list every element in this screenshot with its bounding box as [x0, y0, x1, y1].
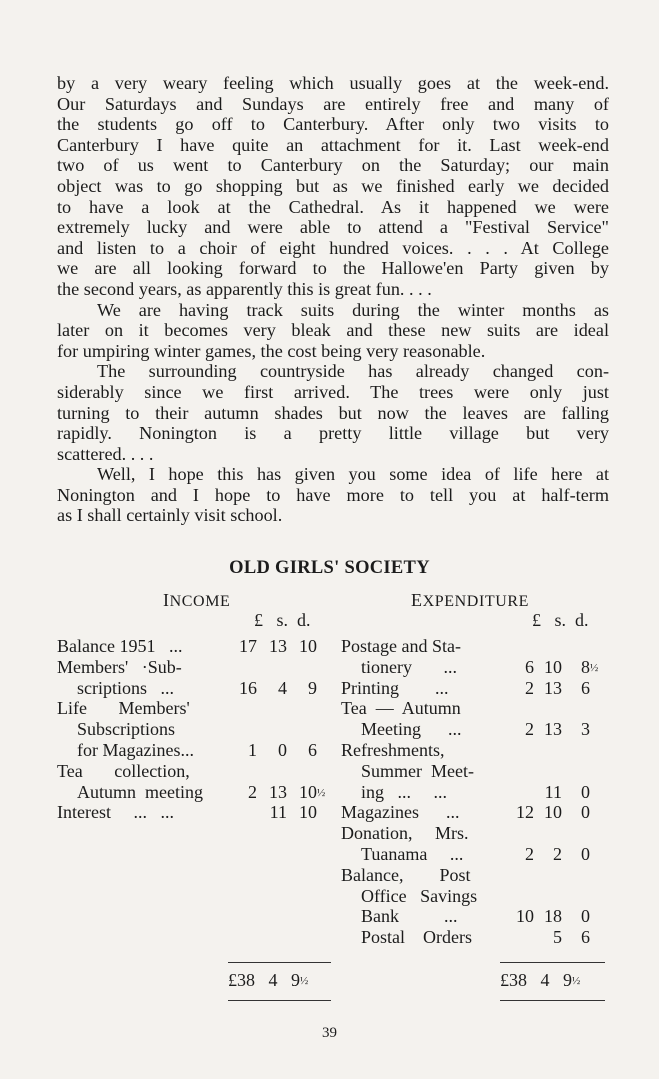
ledger-label: Autumn meeting — [77, 781, 203, 802]
text-line: We are having track suits during the winter months as — [97, 299, 609, 320]
ledger-amount — [512, 865, 598, 886]
ledger-row — [57, 719, 325, 740]
section-heading: OLD GIRLS' SOCIETY — [229, 558, 430, 578]
expenditure-money-heading: £ s. d. — [532, 610, 589, 630]
ledger-label: Summer Meet- — [361, 760, 474, 781]
ledger-amount — [512, 761, 598, 782]
ledger-row — [341, 636, 598, 657]
ledger-label: Tea collection, — [57, 760, 190, 781]
amount-pence: 6 — [308, 739, 317, 760]
ledger-label: Tea — Autumn — [341, 698, 461, 719]
text-line: turning to their autumn shades but now the leaves are falling — [57, 402, 609, 423]
text-line: object was to go shopping but as we finished early we decided — [57, 175, 609, 196]
amount-shillings: 10 — [544, 802, 562, 823]
ledger-amount — [233, 802, 325, 823]
ledger-amount — [512, 740, 598, 761]
ledger-amount — [512, 636, 598, 657]
amount-shillings: 13 — [544, 677, 562, 698]
text-line: Canterbury I have quite an attachment for it. Last week-end — [57, 134, 609, 155]
amount-pence: 10 — [299, 802, 317, 823]
ledger-label: Meeting ... — [361, 719, 462, 740]
ledger-label: tionery ... — [361, 656, 457, 677]
amount-pence: 10 — [299, 781, 317, 802]
text-line: for umpiring winter games, the cost being very reasonable. — [57, 340, 486, 361]
expenditure-total-rule-top — [500, 962, 605, 963]
ledger-amount — [233, 636, 325, 657]
amount-shillings: 13 — [269, 781, 287, 802]
ledger-label: scriptions ... — [77, 677, 174, 698]
amount-pence: 9 — [308, 677, 317, 698]
ledger-row — [57, 802, 325, 823]
amount-pounds: 2 — [525, 719, 534, 740]
income-total-rule-top — [228, 962, 331, 963]
ledger-amount — [233, 698, 325, 719]
amount-pence: 3 — [581, 719, 590, 740]
income-money-heading: £ s. d. — [254, 610, 311, 630]
amount-fraction: ½ — [317, 786, 326, 799]
ledger-label: Printing ... — [341, 677, 449, 698]
amount-pounds: 2 — [525, 677, 534, 698]
ledger-label: Bank ... — [361, 906, 458, 927]
ledger-label: Postal Orders — [361, 927, 472, 948]
ledger-amount — [512, 823, 598, 844]
text-line: Well, I hope this has given you some idea of life here at — [97, 464, 609, 485]
text-line: the students go off to Canterbury. After only two visits to — [57, 114, 609, 135]
amount-pounds: 16 — [239, 677, 257, 698]
amount-shillings: 11 — [269, 802, 287, 823]
ledger-label: Subscriptions — [77, 719, 176, 740]
ledger-amount — [512, 802, 598, 823]
ledger-label: for Magazines... — [77, 739, 194, 760]
amount-pounds: 1 — [248, 739, 257, 760]
ledger-label: Magazines ... — [341, 802, 460, 823]
ledger-label: Donation, Mrs. — [341, 823, 469, 844]
amount-pounds: 6 — [525, 656, 534, 677]
text-line: and listen to a choir of eight hundred voices. . . . At College — [57, 237, 609, 258]
amount-pounds: 12 — [516, 802, 534, 823]
amount-shillings: 13 — [269, 636, 287, 656]
amount-shillings: 0 — [278, 739, 287, 760]
ledger-label: ing ... ... — [361, 781, 448, 802]
text-line: the second years, as apparently this is great fun. . . . — [57, 278, 432, 299]
ledger-amount — [512, 927, 598, 948]
ledger-row — [341, 844, 598, 865]
text-line: extremely lucky and were able to attend a "Festival Service" — [57, 217, 609, 238]
text-line: we are all looking forward to the Hallowe'en Party given by — [57, 258, 609, 279]
amount-pence: 6 — [581, 927, 590, 948]
ledger-row — [341, 657, 598, 678]
ledger-amount — [512, 782, 598, 803]
ledger-row — [341, 719, 598, 740]
expenditure-heading: EXPENDITURE — [411, 590, 530, 610]
text-line: siderably since we first arrived. The trees were only just — [57, 381, 609, 402]
ledger-label: Refreshments, — [341, 739, 445, 760]
text-line: later on it becomes very bleak and these new suits are ideal — [57, 320, 609, 341]
ledger-amount — [233, 678, 325, 699]
income-heading: INCOME — [163, 590, 231, 610]
amount-shillings: 18 — [544, 906, 562, 927]
ledger-row — [57, 698, 325, 719]
income-total-rule-bottom — [228, 1000, 331, 1001]
amount-shillings: 5 — [553, 927, 562, 948]
ledger-amount — [233, 657, 325, 678]
ledger-row — [341, 823, 598, 844]
income-ledger — [57, 636, 325, 823]
ledger-label: Members' ·Sub- — [57, 656, 182, 677]
ledger-amount — [512, 844, 598, 865]
ledger-label: Balance, Post — [341, 864, 471, 885]
ledger-amount — [512, 698, 598, 719]
ledger-amount — [512, 719, 598, 740]
expenditure-ledger — [341, 636, 598, 948]
amount-pence: 8 — [581, 656, 590, 677]
amount-pence: 0 — [581, 906, 590, 927]
ledger-label: Tuanama ... — [361, 843, 464, 864]
ledger-label: Life Members' — [57, 698, 190, 719]
ledger-row — [57, 782, 325, 803]
ledger-amount — [233, 719, 325, 740]
ledger-amount — [233, 761, 325, 782]
ledger-row — [341, 906, 598, 927]
text-line: as I shall certainly visit school. — [57, 505, 283, 526]
ledger-row — [57, 636, 325, 657]
text-line: to have a look at the Cathedral. As it happened we were — [57, 196, 609, 217]
amount-shillings: 4 — [278, 677, 287, 698]
amount-shillings: 11 — [544, 781, 562, 802]
text-line: The surrounding countryside has already changed con- — [97, 361, 609, 382]
ledger-row — [341, 698, 598, 719]
ledger-row — [341, 740, 598, 761]
amount-pounds: 10 — [516, 906, 534, 927]
text-line: by a very weary feeling which usually goes at the week-end. — [57, 73, 609, 93]
text-line: Our Saturdays and Sundays are entirely free and many of — [57, 93, 609, 114]
ledger-row — [341, 886, 598, 907]
ledger-label: Interest ... ... — [57, 802, 174, 823]
amount-pounds: 2 — [525, 843, 534, 864]
amount-shillings: 10 — [544, 656, 562, 677]
amount-fraction: ½ — [590, 661, 599, 674]
ledger-row — [341, 927, 598, 948]
ledger-amount — [512, 886, 598, 907]
ledger-amount — [512, 906, 598, 927]
amount-pounds: 2 — [248, 781, 257, 802]
text-line: two of us went to Canterbury on the Saturday; our main — [57, 155, 609, 176]
ledger-amount — [512, 678, 598, 699]
ledger-row — [341, 678, 598, 699]
ledger-row — [57, 657, 325, 678]
amount-shillings: 13 — [544, 719, 562, 740]
ledger-amount — [233, 740, 325, 761]
amount-pence: 10 — [299, 636, 317, 656]
amount-pence: 6 — [581, 677, 590, 698]
ledger-amount — [233, 782, 325, 804]
ledger-row — [57, 740, 325, 761]
amount-pounds: 17 — [239, 636, 257, 656]
income-total: £38 4 9½ — [228, 970, 309, 990]
ledger-row — [57, 678, 325, 699]
amount-pence: 0 — [581, 843, 590, 864]
ledger-row — [57, 761, 325, 782]
amount-pence: 0 — [581, 781, 590, 802]
ledger-row — [341, 865, 598, 886]
ledger-row — [341, 761, 598, 782]
text-line: rapidly. Nonington is a pretty little village but very — [57, 423, 609, 444]
amount-shillings: 2 — [553, 843, 562, 864]
expenditure-total-rule-bottom — [500, 1000, 605, 1001]
text-line: scattered. . . . — [57, 443, 154, 464]
page-number: 39 — [322, 1025, 337, 1041]
expenditure-total: £38 4 9½ — [500, 970, 581, 990]
ledger-label: Postage and Sta- — [341, 636, 461, 656]
ledger-row — [341, 802, 598, 823]
ledger-label: Balance 1951 ... — [57, 636, 183, 656]
amount-pence: 0 — [581, 802, 590, 823]
ledger-row — [341, 782, 598, 803]
ledger-label: Office Savings — [361, 885, 478, 906]
text-line: Nonington and I hope to have more to tell you at half-term — [57, 484, 609, 505]
ledger-amount — [512, 657, 598, 679]
body-text — [57, 73, 609, 526]
